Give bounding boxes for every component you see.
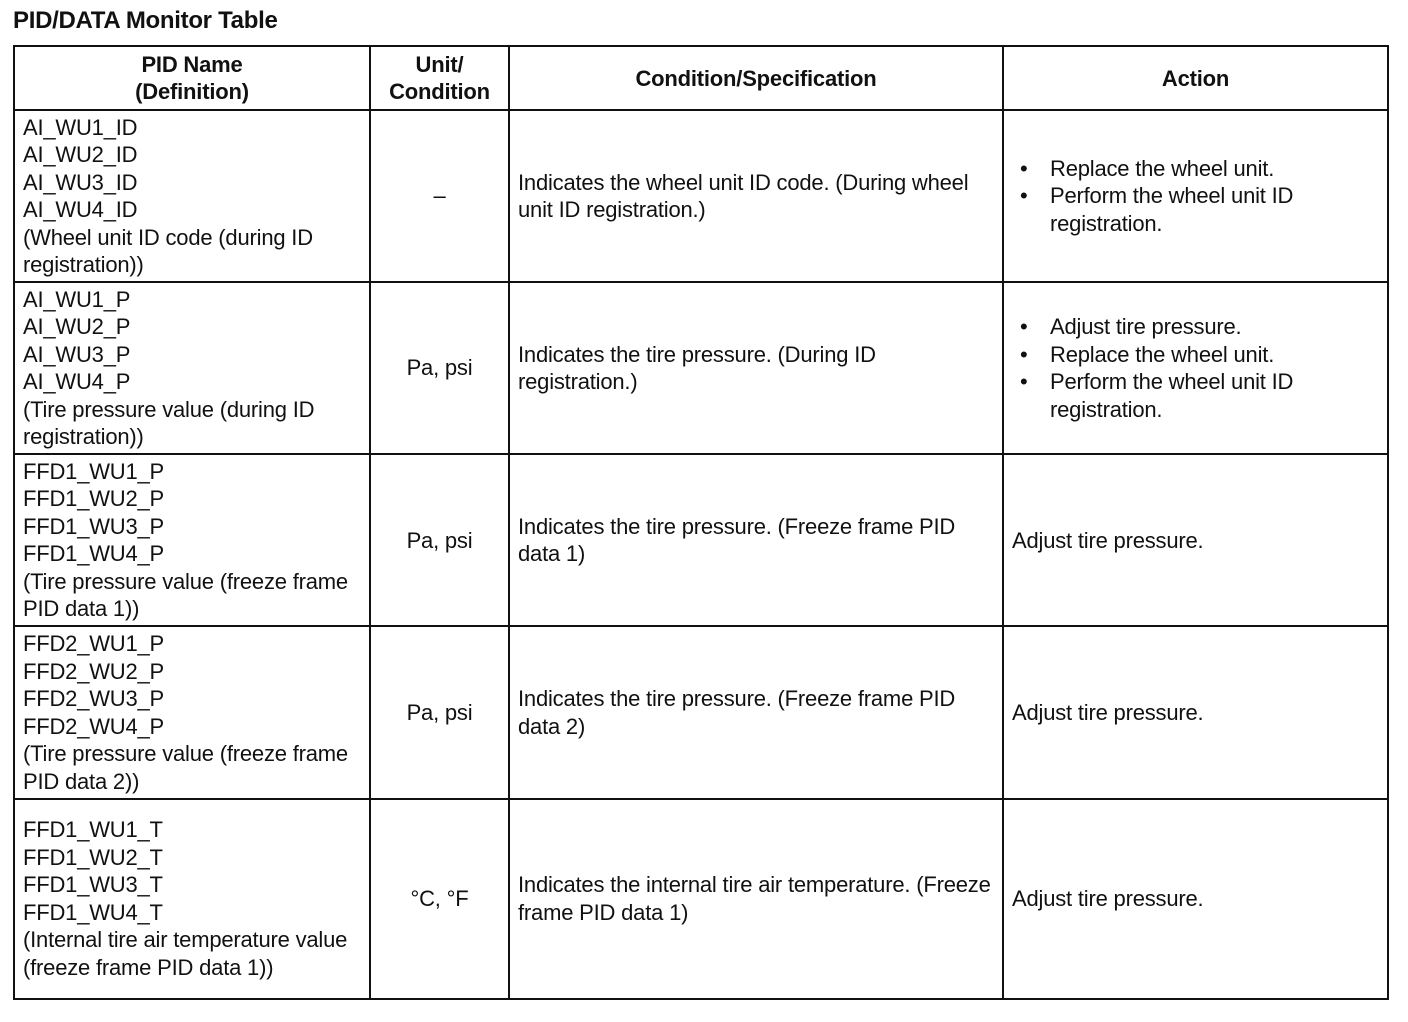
pid-identifier: FFD1_WU1_P (23, 458, 165, 484)
pid-definition: (Tire pressure value (freeze frame PID data 1)) (23, 568, 348, 622)
header-unit-condition (370, 46, 509, 110)
pid-identifier: FFD2_WU4_P (23, 713, 165, 739)
page-title: PID/DATA Monitor Table (13, 7, 278, 34)
action-list-item: • Adjust tire pressure. (1012, 313, 1379, 341)
action-list-item: • Replace the wheel unit. (1012, 341, 1379, 369)
action-text: Adjust tire pressure. (1012, 699, 1204, 725)
condition-specification-cell: Indicates the tire pressure. (Freeze frame PID data 2) (509, 626, 1003, 798)
table-row (14, 799, 1388, 999)
header-condition-label: Condition (389, 79, 490, 104)
action-cell (1003, 626, 1388, 798)
pid-identifier: FFD1_WU3_T (23, 872, 163, 898)
action-list-item: • Perform the wheel unit ID registration. (1012, 368, 1379, 423)
pid-name-cell (14, 282, 370, 454)
unit-condition-cell: Pa, psi (370, 282, 509, 454)
header-unit-label: Unit/ (415, 52, 464, 77)
condition-specification-cell: Indicates the tire pressure. (During ID registration.) (509, 282, 1003, 454)
action-list-item: • Replace the wheel unit. (1012, 155, 1379, 183)
pid-identifier: AI_WU2_ID (23, 142, 138, 168)
header-action: Action (1003, 46, 1388, 110)
action-list (1012, 155, 1379, 238)
action-list (1012, 313, 1379, 423)
pid-identifier: FFD1_WU3_P (23, 513, 165, 539)
header-condition-specification: Condition/Specification (509, 46, 1003, 110)
pid-definition: (Tire pressure value (during ID registration)) (23, 396, 315, 450)
action-cell (1003, 799, 1388, 999)
pid-definition: (Tire pressure value (freeze frame PID data 2)) (23, 741, 348, 794)
pid-identifier: AI_WU3_P (23, 341, 131, 367)
action-text: Adjust tire pressure. (1012, 527, 1204, 553)
action-text: Adjust tire pressure. (1012, 886, 1204, 912)
pid-identifier: FFD1_WU4_P (23, 541, 165, 567)
table-row (14, 110, 1388, 282)
pid-definition: (Wheel unit ID code (during ID registration)) (23, 224, 313, 278)
pid-identifier: FFD1_WU4_T (23, 899, 163, 925)
table-row (14, 454, 1388, 626)
table-row (14, 282, 1388, 454)
pid-identifier: AI_WU1_ID (23, 114, 138, 140)
pid-data-monitor-table (13, 45, 1389, 1000)
pid-identifier: FFD2_WU3_P (23, 686, 165, 712)
pid-identifier: FFD1_WU1_T (23, 817, 163, 843)
pid-name-cell (14, 799, 370, 999)
pid-identifier: FFD1_WU2_P (23, 486, 165, 512)
pid-identifier: AI_WU1_P (23, 286, 131, 312)
pid-name-cell (14, 454, 370, 626)
pid-identifier: AI_WU4_ID (23, 197, 138, 223)
unit-condition-cell: – (370, 110, 509, 282)
pid-name-cell (14, 110, 370, 282)
table-header-row (14, 46, 1388, 110)
pid-identifier: FFD1_WU2_T (23, 844, 163, 870)
pid-identifier: FFD2_WU1_P (23, 631, 165, 657)
unit-condition-cell: Pa, psi (370, 454, 509, 626)
unit-condition-cell: Pa, psi (370, 626, 509, 798)
condition-specification-cell: Indicates the tire pressure. (Freeze frame PID data 1) (509, 454, 1003, 626)
action-cell (1003, 454, 1388, 626)
table-row (14, 626, 1388, 798)
condition-specification-cell: Indicates the wheel unit ID code. (During wheel unit ID registration.) (509, 110, 1003, 282)
pid-identifier: FFD2_WU2_P (23, 658, 165, 684)
header-pid-definition-label: (Definition) (135, 79, 249, 104)
pid-name-cell (14, 626, 370, 798)
action-cell (1003, 282, 1388, 454)
pid-identifier: AI_WU4_P (23, 369, 131, 395)
condition-specification-cell: Indicates the internal tire air temperature. (Freeze frame PID data 1) (509, 799, 1003, 999)
header-pid-name (14, 46, 370, 110)
pid-identifier: AI_WU3_ID (23, 169, 138, 195)
unit-condition-cell: °C, °F (370, 799, 509, 999)
action-list-item: • Perform the wheel unit ID registration. (1012, 182, 1379, 237)
table-body (14, 110, 1388, 999)
header-pid-name-label: PID Name (141, 52, 243, 77)
action-cell (1003, 110, 1388, 282)
pid-definition: (Internal tire air temperature value (freeze frame PID data 1)) (23, 927, 348, 980)
pid-identifier: AI_WU2_P (23, 314, 131, 340)
